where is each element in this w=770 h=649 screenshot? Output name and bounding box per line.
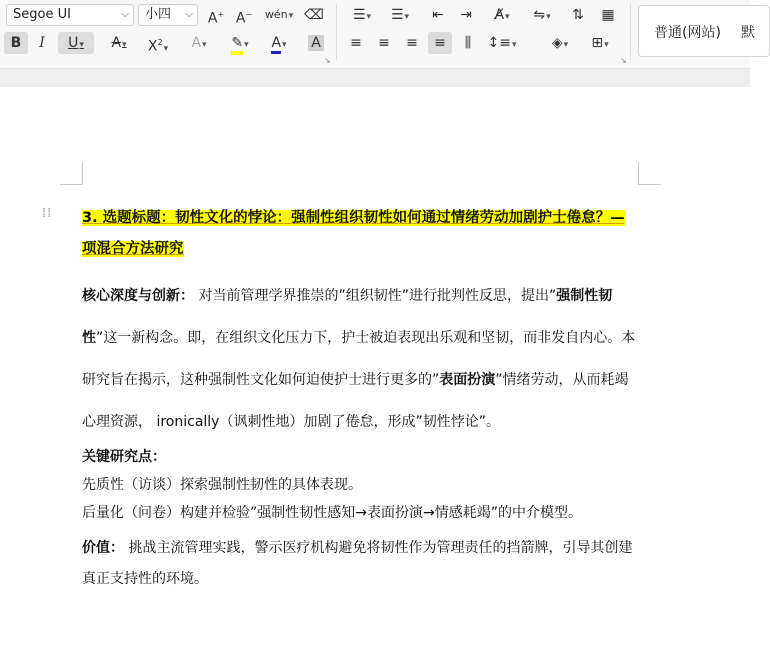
text-effect-button[interactable]: A▾ xyxy=(191,35,207,51)
align-right-icon: ≡ xyxy=(406,35,418,51)
value-paragraph xyxy=(82,533,638,595)
align-center-icon: ≡ xyxy=(378,35,390,51)
ribbon-toolbar xyxy=(0,0,755,69)
drag-handle-icon[interactable]: ⁞⁞ xyxy=(42,206,53,221)
phonetic-guide-button[interactable]: wén▾ xyxy=(264,8,294,21)
style-default[interactable]: 默 xyxy=(741,25,755,41)
superscript-button[interactable]: $X^2▾$ xyxy=(147,38,169,55)
increase-indent-button[interactable] xyxy=(454,4,478,26)
text-direction-button[interactable]: ⇋▾ xyxy=(533,7,551,23)
distribute-button[interactable] xyxy=(456,32,480,54)
core-text-2: ”这一新构念。即，在组织文化压力下，护士被迫表现出乐观和坚韧，而非发自内心。本研究旨在揭示，这种强制性文化如何迫使护士进行更多的” xyxy=(82,330,636,388)
heading-text: 3. 选题标题：韧性文化的悖论：强制性组织韧性如何通过情绪劳动加剧护士倦怠？—项混合方法研究 xyxy=(82,210,625,257)
sort-button[interactable] xyxy=(566,4,590,26)
core-text-1: 对当前管理学界推崇的”组织韧性”进行批判性反思，提出” xyxy=(194,288,557,304)
key-point-item: 先质性（访谈）探索强制性韧性的具体表现。 xyxy=(82,477,362,493)
underline-button[interactable]: U▾ xyxy=(58,32,94,54)
chinese-layout-icon: A̸ xyxy=(494,7,505,23)
separator xyxy=(630,4,631,60)
section-heading xyxy=(82,203,638,265)
numbered-list-icon: ☰ xyxy=(390,7,404,23)
key-label-text: 关键研究点： xyxy=(82,449,166,465)
style-normal-web[interactable]: 普通(网站) xyxy=(654,25,721,41)
justify-button[interactable] xyxy=(428,32,452,54)
sort-icon: ⇅ xyxy=(572,7,584,23)
core-bold-1: 强制性韧性 xyxy=(82,288,613,346)
distribute-icon: ⫼ xyxy=(464,35,472,51)
paragraph-dialog-launcher-icon[interactable]: ↘ xyxy=(620,56,627,65)
document-body[interactable] xyxy=(82,203,638,595)
core-bold-2: 表面扮演 xyxy=(439,372,496,388)
bold-button[interactable]: B xyxy=(4,32,28,54)
highlighter-icon: ✎ xyxy=(231,35,243,55)
line-spacing-button[interactable]: ↕≡▾ xyxy=(487,35,517,51)
grow-font-button[interactable]: A+ xyxy=(207,10,225,27)
font-color-button[interactable]: A▾ xyxy=(264,32,294,54)
core-label: 核心深度与创新： xyxy=(82,288,194,304)
align-center-button[interactable] xyxy=(372,32,396,54)
shading-button[interactable]: ◈▾ xyxy=(551,35,569,51)
key-point-item: 后量化（问卷）构建并检验”强制性韧性感知→表面扮演→情感耗竭”的中介模型。 xyxy=(82,505,582,521)
value-label: 价值： xyxy=(82,540,124,556)
core-text-3: ”情绪劳动，从而耗竭心理资源， ironically（讽刺性地）加剧了倦怠，形成”韧性悖论”。 xyxy=(82,372,629,430)
highlight-color-button[interactable]: ✎▾ xyxy=(222,32,258,54)
bullet-list-icon: ☰ xyxy=(352,7,366,23)
font-size-value: 小四 xyxy=(145,7,172,22)
separator xyxy=(336,4,337,60)
eraser-icon: ⌫ xyxy=(304,7,324,23)
key-points-label xyxy=(82,443,638,471)
text-direction-icon: ⇋ xyxy=(533,7,546,23)
paint-bucket-icon: ◈ xyxy=(551,35,563,51)
margin-corner-top-right xyxy=(638,162,661,185)
shrink-font-button[interactable]: A− xyxy=(235,10,253,27)
font-size-select[interactable] xyxy=(138,4,198,26)
decrease-indent-button[interactable] xyxy=(426,4,450,26)
bullets-button[interactable]: ☰▾ xyxy=(352,7,372,23)
align-left-icon: ≡ xyxy=(350,35,362,51)
char-shading-button[interactable] xyxy=(304,32,328,54)
phonetic-guide-icon: wén xyxy=(264,8,288,21)
line-spacing-icon: ↕≡ xyxy=(487,35,511,51)
align-right-button[interactable] xyxy=(400,32,424,54)
borders-button[interactable]: ⊞▾ xyxy=(591,35,609,51)
chevron-down-icon: ⌵ xyxy=(121,9,129,20)
outdent-icon: ⇤ xyxy=(432,7,444,23)
font-name-value: Segoe UI xyxy=(13,7,71,22)
clear-format-button[interactable] xyxy=(302,4,326,26)
char-shading-icon: A xyxy=(308,35,324,51)
value-text: 挑战主流管理实践，警示医疗机构避免将韧性作为管理责任的挡箭牌，引导其创建真正支持性的环境。 xyxy=(82,540,633,587)
ruler-band xyxy=(0,69,750,87)
border-icon: ⊞ xyxy=(591,35,604,51)
align-left-button[interactable] xyxy=(344,32,368,54)
table-grid-icon: ▦ xyxy=(601,7,615,23)
font-name-select[interactable] xyxy=(6,4,134,26)
chevron-down-icon: ⌵ xyxy=(185,9,193,20)
numbering-button[interactable]: ☰▾ xyxy=(390,7,410,23)
styles-gallery[interactable] xyxy=(638,5,770,57)
font-color-icon: A xyxy=(271,35,281,54)
italic-button[interactable]: I xyxy=(39,35,45,51)
show-marks-button[interactable] xyxy=(596,4,620,26)
justify-icon: ≡ xyxy=(434,35,446,51)
strikethrough-button[interactable]: A▾ xyxy=(111,35,127,51)
indent-icon: ⇥ xyxy=(460,7,472,23)
margin-corner-top-left xyxy=(60,162,83,185)
core-innovation-paragraph xyxy=(82,275,638,443)
font-dialog-launcher-icon[interactable]: ↘ xyxy=(324,56,331,65)
chinese-layout-button[interactable]: A̸▾ xyxy=(494,7,510,23)
